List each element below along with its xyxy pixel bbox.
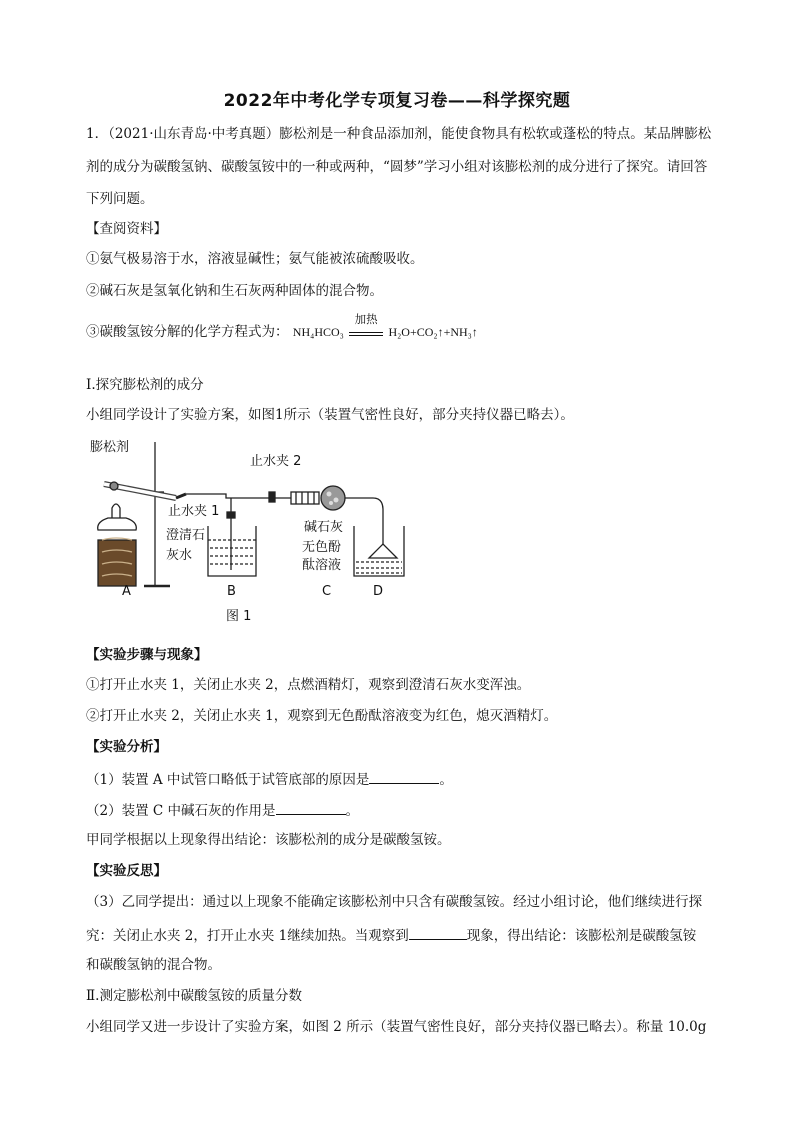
label-a: A (122, 584, 131, 599)
question-1-line-3: 下列问题。 (86, 191, 154, 207)
part-2-intro: 小组同学又进一步设计了实验方案，如图 2 所示（装置气密性良好，部分夹持仪器已略去）。称量 10.0g (86, 1019, 707, 1035)
delivery-tube (186, 494, 271, 498)
label-c: C (322, 584, 332, 599)
label-limewater-line-1: 澄清石 (166, 528, 206, 543)
beaker-b (208, 526, 256, 576)
question-1-line-1: 1．（2021·山东青岛·中考真题）膨松剂是一种食品添加剂，能使食物具有松软或蓬松的特点。某品牌膨松 (86, 126, 712, 142)
question-1-line-2: 剂的成分为碳酸氢钠、碳酸氢铵中的一种或两种，“圆梦”学习小组对该膨松剂的成分进行了探究。请回答 (86, 159, 708, 175)
part-2-heading: Ⅱ.测定膨松剂中碳酸氢铵的质量分数 (86, 988, 302, 1004)
label-phenolphthalein-line-1: 无色酚 (302, 540, 342, 555)
label-leavening-agent: 膨松剂 (90, 440, 130, 455)
reflection-line-1: （3）乙同学提出：通过以上现象不能确定该膨松剂中只含有碳酸氢铵。经过小组讨论，他们继续进行探 (86, 894, 703, 910)
equation-condition-label: 加热 (354, 312, 378, 326)
answer-blank-3[interactable] (409, 925, 467, 940)
reflection-line-2-end: 现象，得出结论：该膨松剂是碳酸氢铵 (466, 928, 697, 944)
answer-blank-2[interactable] (276, 800, 346, 815)
clamp-2 (269, 492, 275, 502)
reflection-line-3: 和碳酸氢钠的混合物。 (86, 957, 221, 973)
alcohol-lamp-top (98, 518, 137, 530)
info-item-3-prefix: ③碳酸氢铵分解的化学方程式为： (86, 324, 289, 340)
figure-1-caption: 图 1 (226, 609, 252, 624)
inverted-funnel (369, 544, 397, 558)
label-clamp-1: 止水夹 1 (168, 504, 220, 519)
figure-1 (86, 436, 416, 636)
info-item-3 (86, 312, 478, 341)
equation-products: H₂O+CO₂↑+NH₃↑ (388, 325, 478, 339)
step-2: ②打开止水夹 2，关闭止水夹 1，观察到无色酚酞溶液变为红色，熄灭酒精灯。 (86, 708, 558, 724)
page-title: 2022年中考化学专项复习卷——科学探究题 (223, 91, 571, 111)
answer-blank-1[interactable] (369, 769, 439, 784)
analysis-question-1 (86, 769, 716, 789)
info-item-1: ①氨气极易溶于水，溶液显碱性；氨气能被浓硫酸吸收。 (86, 251, 424, 267)
drying-tube (291, 492, 319, 504)
soda-lime-bulb (321, 486, 345, 510)
analysis-question-1-text: （1）装置 A 中试管口略低于试管底部的原因是 (86, 772, 370, 788)
part-1-heading: Ⅰ.探究膨松剂的成分 (86, 377, 204, 393)
tube-to-d (373, 498, 383, 544)
flame (112, 504, 120, 518)
steps-heading: 【实验步骤与现象】 (86, 647, 208, 663)
label-limewater-line-2: 灰水 (166, 548, 193, 563)
conclusion: 甲同学根据以上现象得出结论：该膨松剂的成分是碳酸氢铵。 (86, 832, 451, 848)
label-soda-lime: 碱石灰 (304, 520, 344, 535)
label-phenolphthalein-line-2: 酞溶液 (302, 558, 342, 573)
part-1-intro: 小组同学设计了实验方案，如图1所示（装置气密性良好，部分夹持仪器已略去）。 (86, 407, 574, 423)
label-b: B (227, 584, 236, 599)
clamp-1 (227, 512, 235, 518)
equation-double-line (349, 332, 383, 336)
stopper (176, 494, 186, 498)
equation-reactant: NH₄HCO₃ (292, 325, 344, 339)
reflection-line-2-start: 究：关闭止水夹 2，打开止水夹 1继续加热。当观察到 (86, 928, 409, 944)
analysis-question-2-end: 。 (345, 803, 360, 819)
powder (110, 482, 118, 490)
info-item-2: ②碱石灰是氢氧化钠和生石灰两种固体的混合物。 (86, 283, 383, 299)
label-d: D (373, 584, 384, 599)
analysis-question-2-text: （2）装置 C 中碱石灰的作用是 (86, 803, 276, 819)
equation-condition (349, 312, 383, 336)
analysis-question-2 (86, 800, 716, 820)
step-1: ①打开止水夹 1，关闭止水夹 2，点燃酒精灯，观察到澄清石灰水变浑浊。 (86, 677, 531, 693)
reflection-heading: 【实验反思】 (86, 863, 167, 879)
analysis-heading: 【实验分析】 (86, 739, 167, 755)
info-heading: 【查阅资料】 (86, 221, 167, 237)
label-clamp-2: 止水夹 2 (250, 454, 302, 469)
analysis-question-1-end: 。 (439, 772, 453, 788)
reflection-line-2 (86, 925, 716, 945)
